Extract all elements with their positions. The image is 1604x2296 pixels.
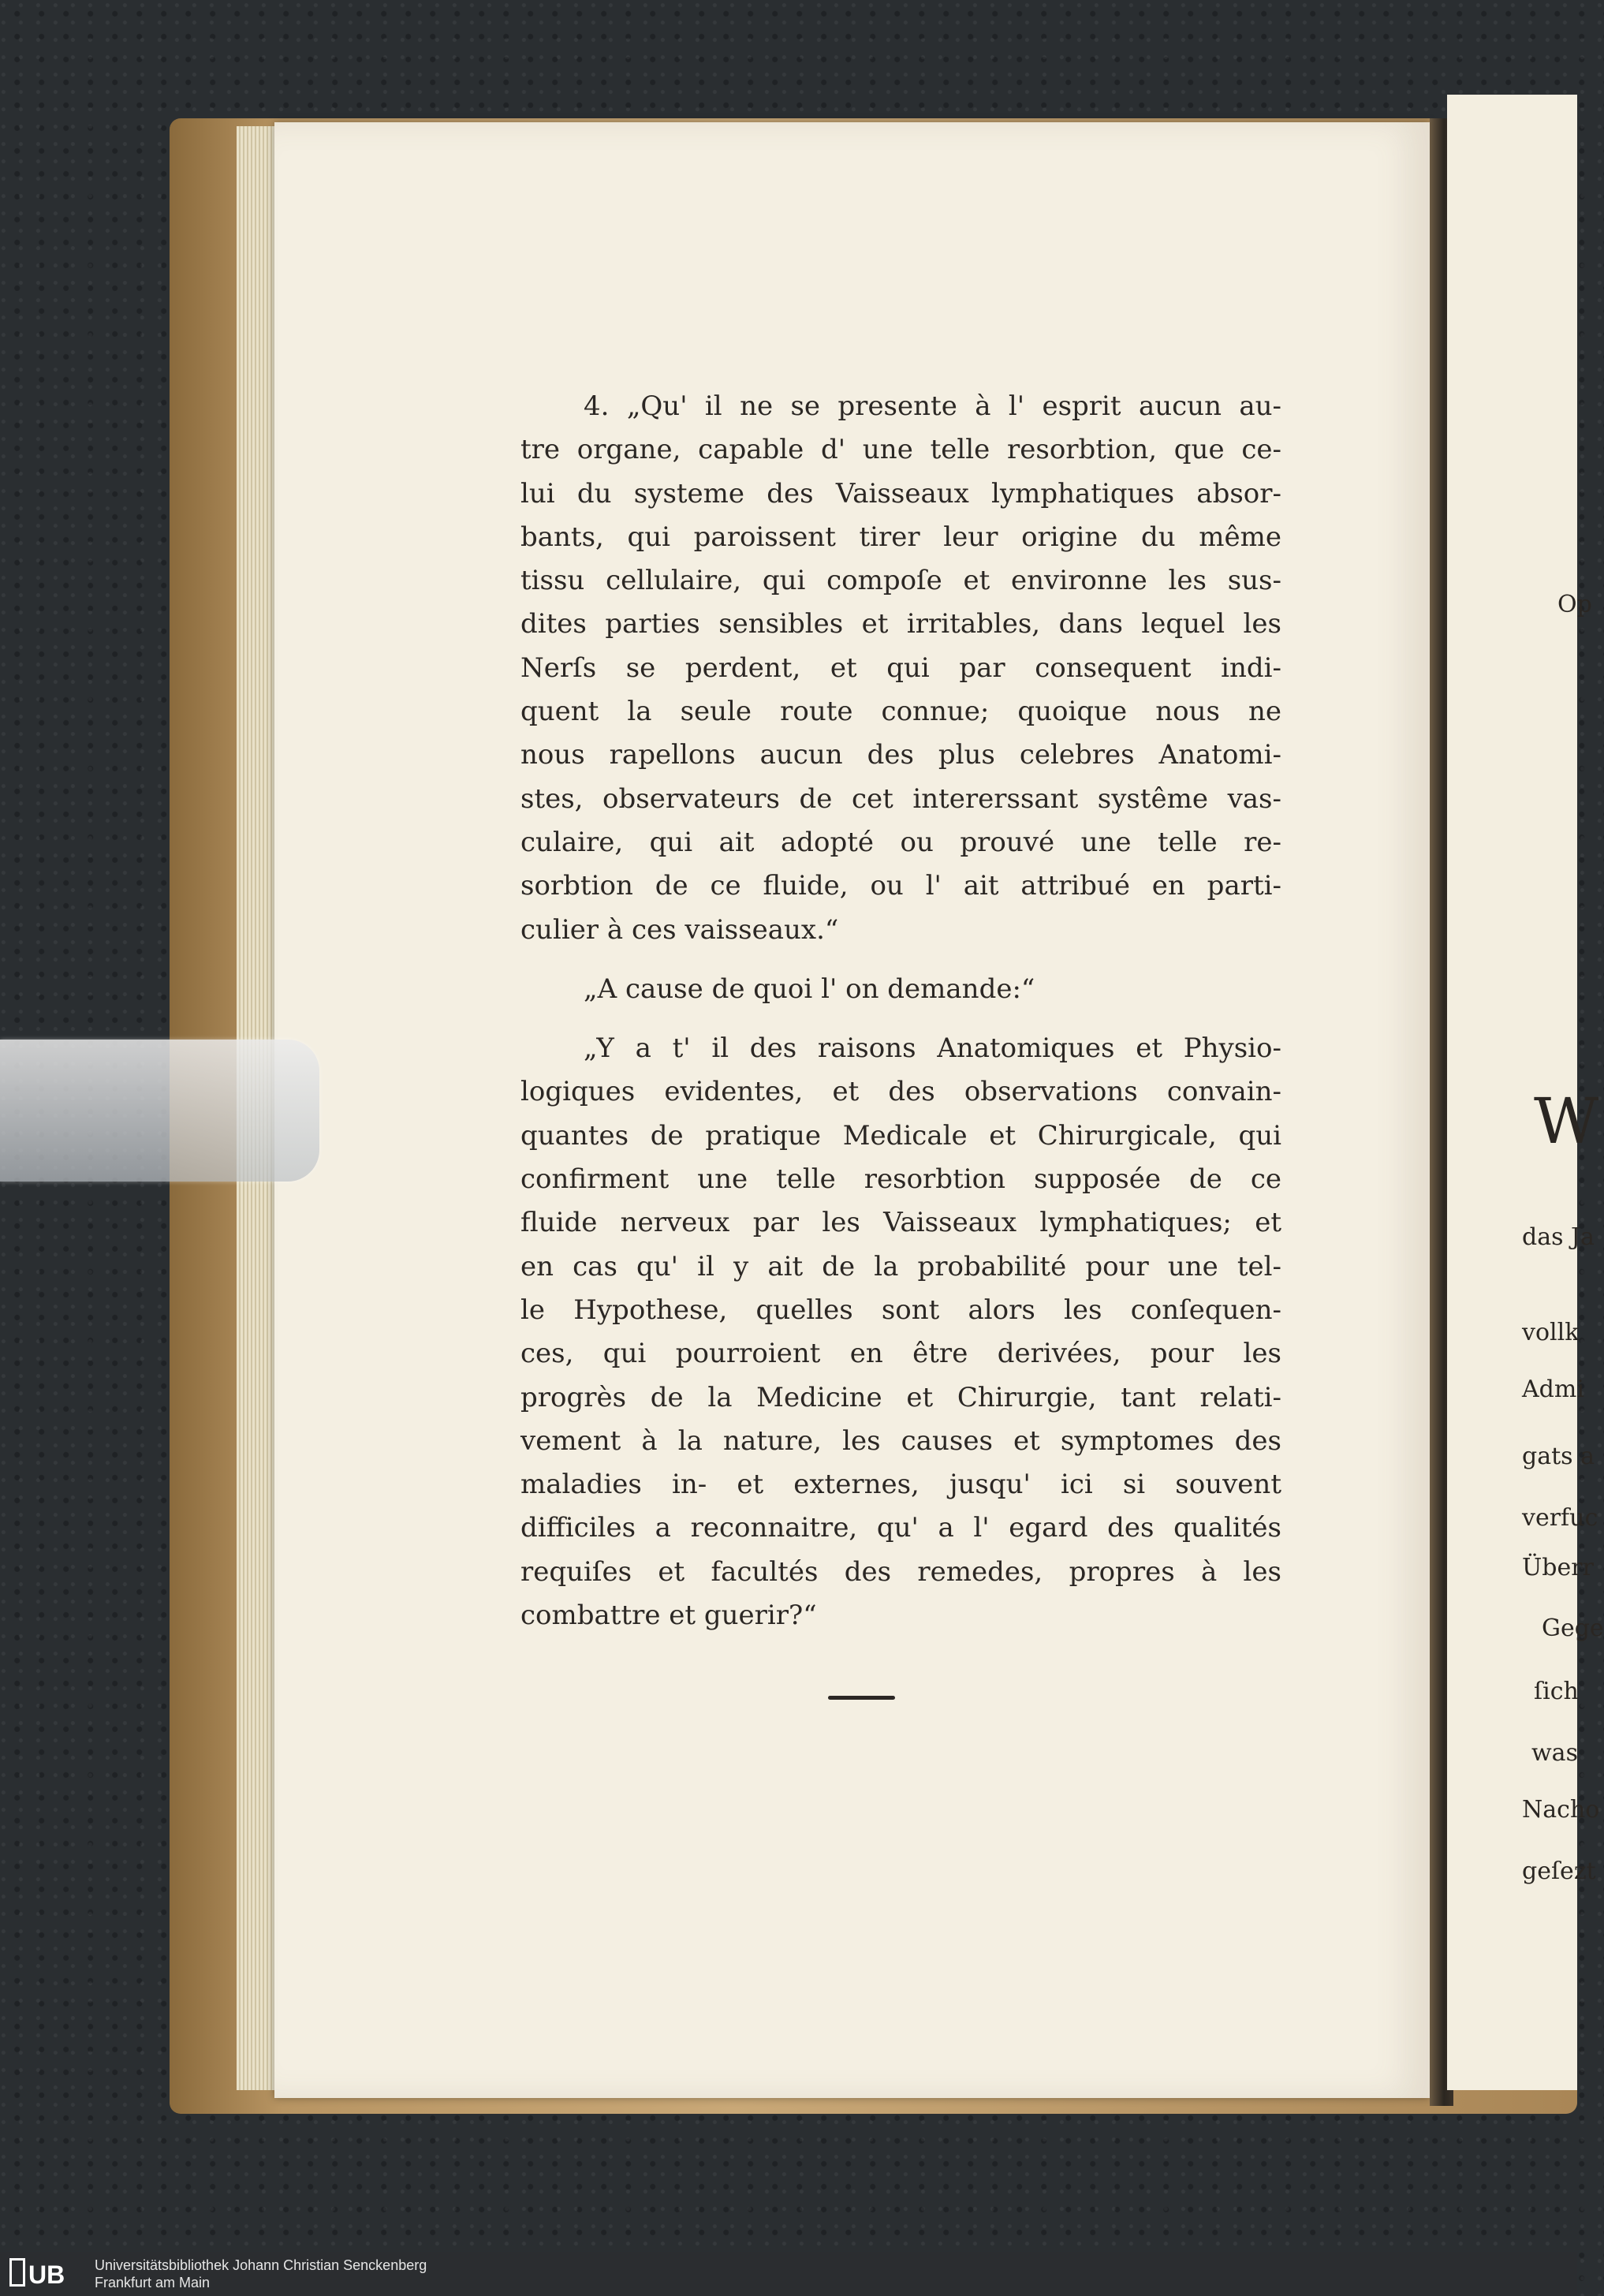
text-line: 4. „Qu' il ne se presente à l' esprit aucun au- [584,390,1281,422]
facing-word: was [1531,1739,1578,1767]
library-logo-text: UB [28,2261,65,2289]
text-line: nous rapellons aucun des plus celebres Anatomi- [520,739,1281,771]
facing-word: das Ja [1522,1223,1595,1251]
facing-word: ſich [1534,1678,1579,1705]
section-rule [828,1696,895,1700]
library-logo [9,2258,88,2290]
footer-bar [0,2252,1577,2296]
library-logo-mark-icon [9,2258,25,2287]
text-line: tissu cellulaire, qui compoſe et environne les sus- [520,565,1281,597]
facing-word: Gege [1542,1615,1604,1642]
footer-line-1: Universitätsbibliothek Johann Christian Senckenberg [95,2257,427,2273]
text-line: fluide nerveux par les Vaisseaux lymphatiques; et [520,1207,1281,1239]
text-line: quent la seule route connue; quoique nous ne [520,696,1281,728]
text-line: maladies in- et externes, jusqu' ici si souvent [520,1469,1281,1501]
text-line: en cas qu' il y ait de la probabilité pour une tel- [520,1250,1281,1282]
plastic-bookmark [0,1040,319,1182]
page-text [520,385,1281,1637]
text-line: quantes de pratique Medicale et Chirurgicale, qui [520,1119,1281,1152]
text-line: sorbtion de ce fluide, ou l' ait attribué en parti- [520,870,1281,902]
text-line: vement à la nature, les causes et symptomes des [520,1424,1281,1457]
text-line: dites parties sensibles et irritables, dans lequel les [520,608,1281,640]
text-line: requiſes et facultés des remedes, propres à les [520,1555,1281,1588]
text-line: „Y a t' il des raisons Anatomiques et Physio- [584,1032,1281,1065]
text-line: confirment une telle resorbtion supposée de ce [520,1163,1281,1196]
text-line: stes, observateurs de cet intererssant systême vas- [520,782,1281,815]
text-line: „A cause de quoi l' on demande:“ [584,973,1035,1005]
facing-word: geſezt [1522,1857,1596,1885]
facing-word: Überr [1522,1554,1594,1581]
facing-word: Op [1557,591,1592,618]
text-line: progrès de la Medicine et Chirurgie, tant relati- [520,1381,1281,1413]
text-line: bants, qui paroissent tirer leur origine du même [520,521,1281,553]
footer-text [95,2257,427,2291]
text-line: logiques evidentes, et des observations convain- [520,1076,1281,1108]
facing-word: verfuc [1522,1504,1598,1532]
text-line: difficiles a reconnaitre, qu' a l' egard des qualités [520,1512,1281,1544]
text-line: culier à ces vaisseaux.“ [520,913,839,946]
text-line: lui du systeme des Vaisseaux lymphatiques absor- [520,477,1281,510]
text-line: ces, qui pourroient en être derivées, pour les [520,1338,1281,1370]
text-line: Nerſs se perdent, et qui par consequent indi- [520,651,1281,684]
facing-word: vollk [1522,1319,1580,1346]
text-line: le Hypothese, quelles sont alors les conſequen- [520,1294,1281,1326]
facing-page-edge [1447,95,1604,2090]
text-line: combattre et guerir?“ [520,1600,817,1632]
facing-word: gats a [1522,1443,1595,1470]
facing-word: Nacho [1522,1796,1600,1824]
facing-word: W [1534,1085,1599,1158]
footer-line-2: Frankfurt am Main [95,2275,211,2290]
text-line: tre organe, capable d' une telle resorbtion, que ce- [520,434,1281,466]
text-line: culaire, qui ait adopté ou prouvé une telle re- [520,826,1281,858]
facing-word: Admi [1522,1376,1584,1403]
